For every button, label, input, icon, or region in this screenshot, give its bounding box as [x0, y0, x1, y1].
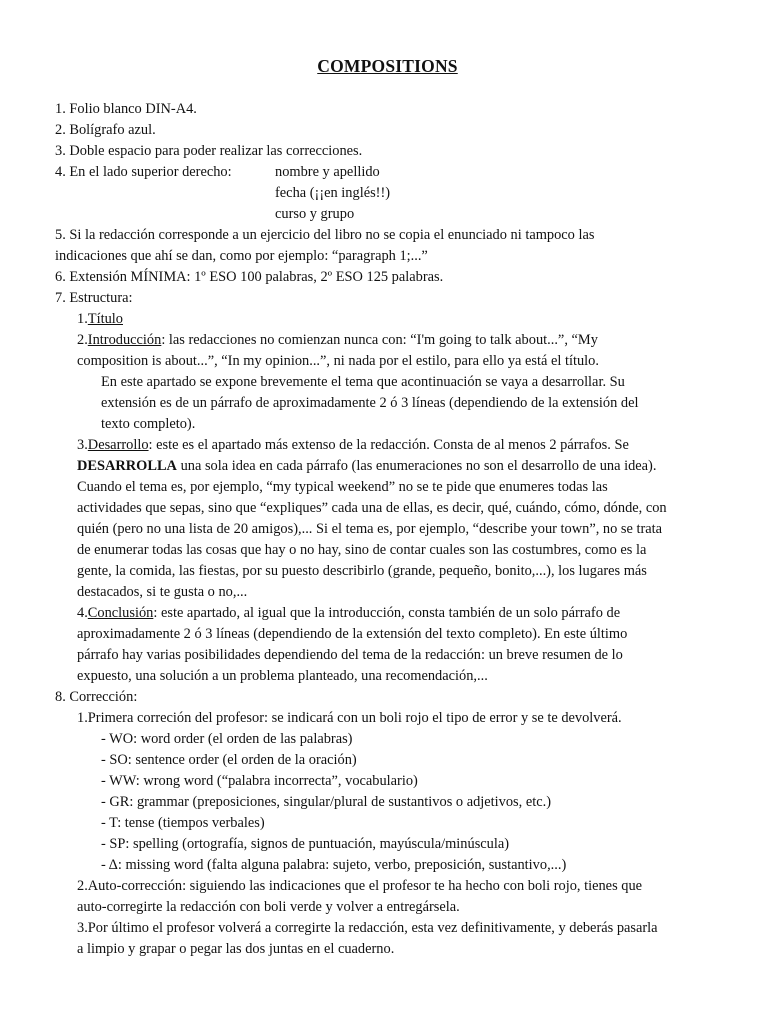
- structure-line: quién (pero no una lista de 20 amigos),... Si el tema es, por ejemplo, “describe your town”, no se trata: [77, 521, 663, 537]
- correction-step: 1.Primera correción del profesor: se indicará con un boli rojo el tipo de error y se te devolverá.: [77, 710, 622, 726]
- structure-heading: Título: [87, 311, 123, 327]
- header-field-value: fecha (¡¡en inglés!!): [275, 185, 391, 201]
- list-item: 3. Doble espacio para poder realizar las correcciones.: [55, 143, 363, 159]
- list-item: 6. Extensión MÍNIMA: 1º ESO 100 palabras, 2º ESO 125 palabras.: [55, 269, 444, 285]
- structure-num: 1.: [77, 311, 88, 327]
- header-field-value: nombre y apellido: [275, 164, 380, 180]
- structure-num: 3.: [77, 437, 88, 453]
- error-code-item: - WW: wrong word (“palabra incorrecta”, vocabulario): [101, 773, 418, 789]
- list-item-label: 8. Corrección:: [55, 689, 138, 705]
- list-item-line: indicaciones que ahí se dan, como por ejemplo: “paragraph 1;...”: [55, 248, 428, 264]
- error-code-item: - T: tense (tiempos verbales): [101, 815, 265, 831]
- structure-heading: Introducción: [87, 332, 162, 348]
- list-item-line: 5. Si la redacción corresponde a un ejercicio del libro no se copia el enunciado ni tampoco las: [55, 227, 595, 243]
- structure-line: actividades que sepas, sino que “expliques” cada una de ellas, es decir, qué, cuándo, cómo, dónde, con: [77, 500, 667, 516]
- error-code-item: - SO: sentence order (el orden de la oración): [101, 752, 357, 768]
- correction-step-line: auto-corregirte la redacción con boli verde y volver a entregársela.: [77, 899, 460, 915]
- structure-line: [55, 456, 720, 477]
- structure-line: destacados, si te gusta o no,...: [77, 584, 248, 600]
- list-item: 2. Bolígrafo azul.: [55, 122, 156, 138]
- structure-subline: texto completo).: [101, 416, 196, 432]
- structure-line: aproximadamente 2 ó 3 líneas (dependiendo de la extensión del texto completo). En este último: [77, 626, 628, 642]
- list-item-label: 4. En el lado superior derecho:: [55, 164, 232, 180]
- structure-line: Cuando el tema es, por ejemplo, “my typical weekend” no se te pide que enumeres todas las: [77, 479, 608, 495]
- structure-text: una sola idea en cada párrafo (las enumeraciones no son el desarrollo de una idea).: [176, 458, 657, 474]
- page-title: COMPOSITIONS: [317, 56, 458, 76]
- structure-num: 4.: [77, 605, 88, 621]
- structure-item: [55, 435, 720, 456]
- structure-text: : las redacciones no comienzan nunca con: “I'm going to talk about...”, “My: [161, 332, 598, 348]
- structure-line: composition is about...”, “In my opinion...”, ni nada por el estilo, para ello ya está el título.: [77, 353, 599, 369]
- structure-text: : este es el apartado más extenso de la redacción. Consta de al menos 2 párrafos. Se: [148, 437, 629, 453]
- structure-item: [55, 603, 720, 624]
- structure-heading: Conclusión: [87, 605, 154, 621]
- structure-subline: En este apartado se expone brevemente el tema que acontinuación se vaya a desarrollar. Su: [101, 374, 625, 390]
- structure-subline: extensión es de un párrafo de aproximadamente 2 ó 3 líneas (dependiendo de la extensión del: [101, 395, 639, 411]
- correction-step: 3.Por último el profesor volverá a corregirte la redacción, esta vez definitivamente, y deberás pasarla: [77, 920, 658, 936]
- list-item-header-info: [55, 162, 720, 183]
- header-field-value: curso y grupo: [275, 206, 355, 222]
- error-code-item: - GR: grammar (preposiciones, singular/plural de sustantivos o adjetivos, etc.): [101, 794, 552, 810]
- error-code-item: - SP: spelling (ortografía, signos de puntuación, mayúscula/minúscula): [101, 836, 510, 852]
- list-item-label: 7. Estructura:: [55, 290, 133, 306]
- correction-step: 2.Auto-corrección: siguiendo las indicaciones que el profesor te ha hecho con boli rojo, tienes que: [77, 878, 643, 894]
- structure-heading: Desarrollo: [87, 437, 149, 453]
- error-code-item: - WO: word order (el orden de las palabras): [101, 731, 353, 747]
- structure-num: 2.: [77, 332, 88, 348]
- structure-line: gente, la comida, las fiestas, por su puesto describirlo (grande, pequeño, bonito,...), los lugares más: [77, 563, 647, 579]
- structure-line: expuesto, una solución a un problema planteado, una recomendación,...: [77, 668, 488, 684]
- structure-line: párrafo hay varias posibilidades dependiendo del tema de la redacción: un breve resumen de lo: [77, 647, 623, 663]
- list-item: 1. Folio blanco DIN-A4.: [55, 101, 197, 117]
- structure-text: : este apartado, al igual que la introducción, consta también de un solo párrafo de: [153, 605, 621, 621]
- bold-word: DESARROLLA: [77, 458, 177, 474]
- structure-item: [55, 309, 720, 330]
- error-code-item: - Δ: missing word (falta alguna palabra: sujeto, verbo, preposición, sustantivo,...): [101, 857, 567, 873]
- correction-step-line: a limpio y grapar o pegar las dos juntas en el cuaderno.: [77, 941, 395, 957]
- structure-line: de enumerar todas las cosas que hay o no hay, sino de contar cuales son las costumbres, como es la: [77, 542, 647, 558]
- structure-item: [55, 330, 720, 351]
- document-page: [55, 56, 720, 960]
